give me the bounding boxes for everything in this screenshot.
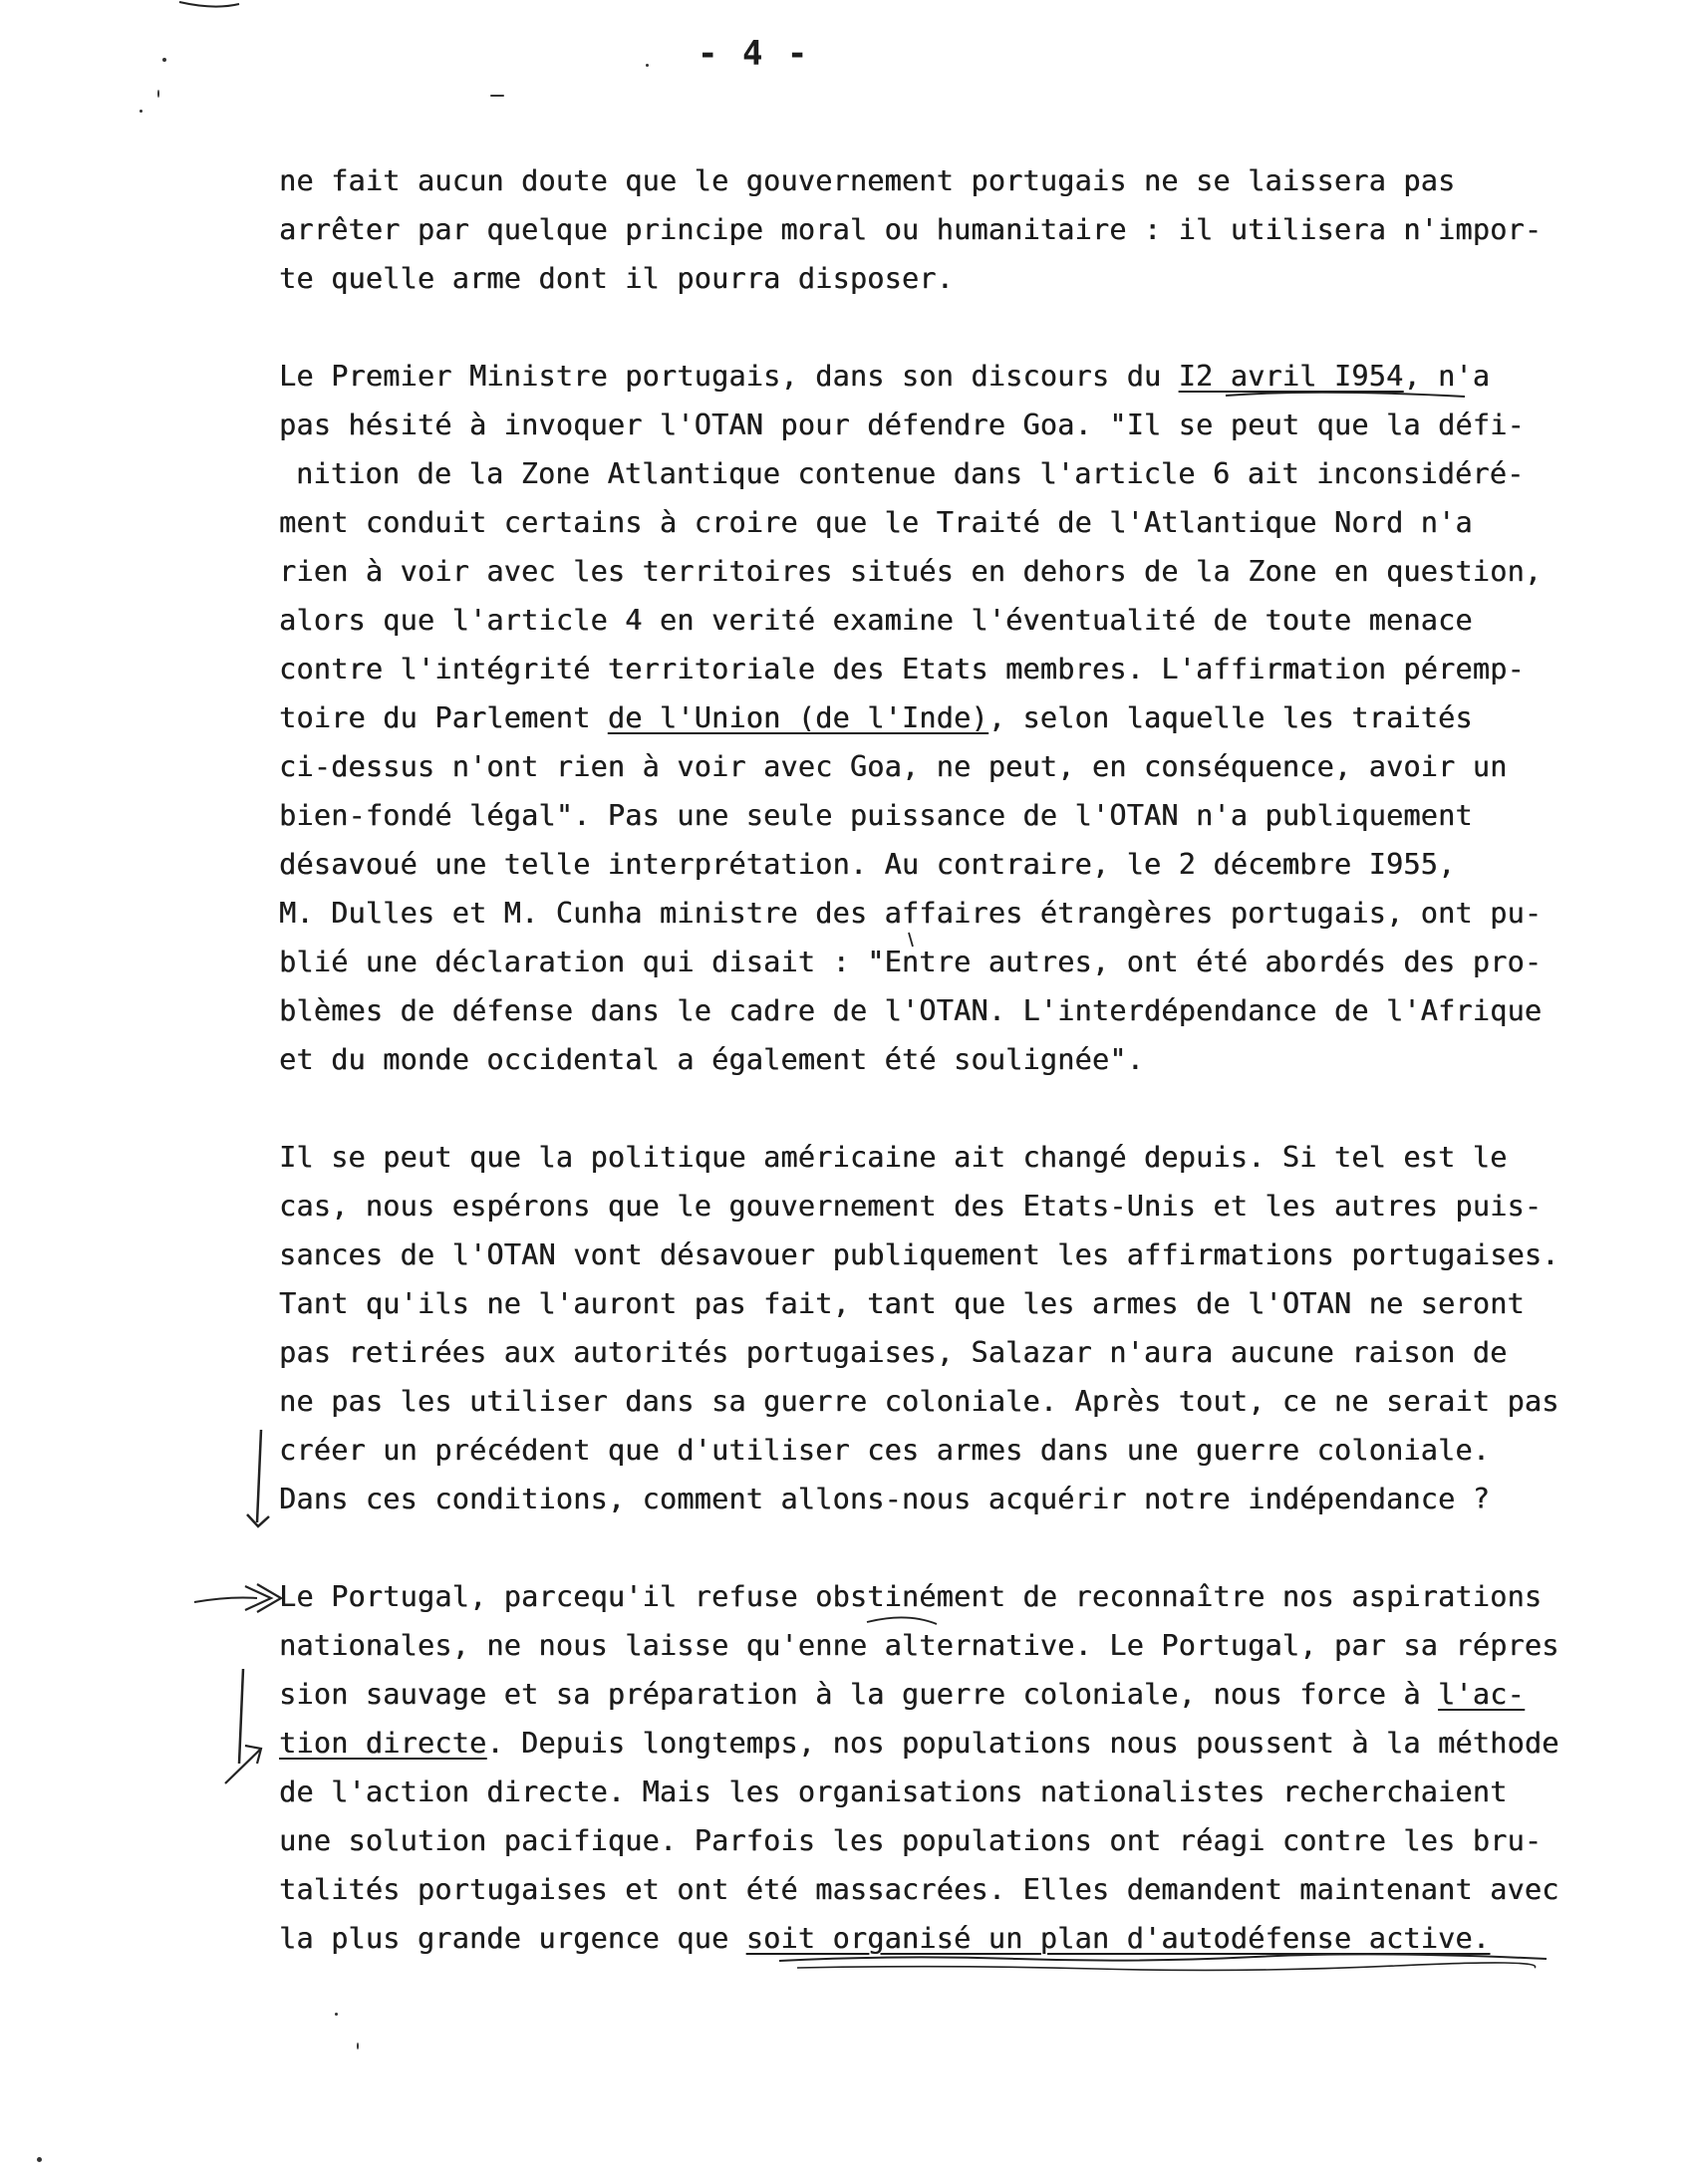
arrow-annotation-icon (194, 1584, 281, 1612)
text-span: toire du Parlement (279, 701, 608, 734)
text-span: la plus grande urgence que (279, 1922, 746, 1955)
text-line: pas hésité à invoquer l'OTAN pour défendre Goa. "Il se peut que la défi- (279, 409, 1525, 441)
text-line (279, 701, 1473, 734)
text-line: ci-dessus n'ont rien à voir avec Goa, ne peut, en conséquence, avoir un (279, 750, 1508, 783)
text-line: une solution pacifique. Parfois les populations ont réagi contre les bru- (279, 1824, 1543, 1857)
corner-mark-icon (179, 2, 239, 7)
text-span: . Depuis longtemps, nos populations nous poussent à la méthode (486, 1727, 1559, 1760)
text-span: sion sauvage et sa préparation à la guerre coloniale, nous force à (279, 1678, 1439, 1711)
wavy-underline-icon (779, 1954, 1547, 1961)
text-line: Dans ces conditions, comment allons-nous acquérir notre indépendance ? (279, 1483, 1491, 1515)
text-line: désavoué une telle interprétation. Au contraire, le 2 décembre I955, (279, 848, 1456, 881)
underlined-phrase: tion directe (279, 1727, 487, 1760)
tick-mark-icon (909, 933, 913, 947)
underlined-phrase: l'ac- (1438, 1678, 1525, 1711)
text-line: bien-fondé légal". Pas une seule puissance de l'OTAN n'a publiquement (279, 799, 1473, 832)
speck-mark (37, 2157, 42, 2162)
underlined-date: I2 avril I954 (1178, 360, 1404, 393)
text-line: Le Portugal, parcequ'il refuse obstinément de reconnaître nos aspirations (279, 1580, 1543, 1613)
underlined-phrase: de l'Union (de l'Inde) (607, 701, 988, 734)
speck-mark (162, 58, 166, 62)
text-line: nationales, ne nous laisse qu'enne alternative. Le Portugal, par sa répres (279, 1629, 1559, 1662)
page-number: - 4 - (698, 34, 810, 74)
text-line: Tant qu'ils ne l'auront pas fait, tant que les armes de l'OTAN ne seront (279, 1287, 1525, 1320)
text-line: blié une déclaration qui disait : "Entre autres, ont été abordés des pro- (279, 946, 1543, 978)
text-line: blèmes de défense dans le cadre de l'OTAN. L'interdépendance de l'Afrique (279, 994, 1543, 1027)
tick-mark-icon (867, 1617, 937, 1624)
text-line: talités portugaises et ont été massacrées. Elles demandent maintenant avec (279, 1873, 1559, 1906)
wavy-underline-icon (1226, 393, 1465, 397)
text-line: nition de la Zone Atlantique contenue dans l'article 6 ait inconsidéré- (296, 457, 1525, 490)
text-line: Il se peut que la politique américaine ait changé depuis. Si tel est le (279, 1141, 1508, 1174)
speck-mark (140, 110, 142, 113)
text-line: contre l'intégrité territoriale des Etats membres. L'affirmation péremp- (279, 653, 1525, 685)
text-line: te quelle arme dont il pourra disposer. (279, 262, 954, 295)
text-line: et du monde occidental a également été soulignée". (279, 1043, 1144, 1076)
text-line (279, 1727, 1559, 1760)
text-line: créer un précédent que d'utiliser ces armes dans une guerre coloniale. (279, 1434, 1491, 1467)
text-span: , n'a (1403, 360, 1491, 393)
text-line: rien à voir avec les territoires situés en dehors de la Zone en question, (279, 555, 1543, 588)
text-line: pas retirées aux autorités portugaises, Salazar n'aura aucune raison de (279, 1336, 1508, 1369)
wavy-underline-icon (797, 1963, 1536, 1971)
bracket-annotation-icon (247, 1430, 269, 1526)
text-line: de l'action directe. Mais les organisations nationalistes recherchaient (279, 1775, 1508, 1808)
speck-mark (157, 90, 159, 98)
text-line (279, 1922, 1491, 1955)
speck-mark (490, 95, 504, 97)
text-line (279, 1678, 1525, 1711)
text-line: ne pas les utiliser dans sa guerre coloniale. Après tout, ce ne serait pas (279, 1385, 1559, 1418)
text-span: , selon laquelle les traités (987, 701, 1473, 734)
text-line: sances de l'OTAN vont désavouer publiquement les affirmations portugaises. (279, 1238, 1559, 1271)
speck-mark (646, 64, 649, 67)
text-line: M. Dulles et M. Cunha ministre des affaires étrangères portugais, ont pu- (279, 897, 1543, 930)
text-line: ment conduit certains à croire que le Traité de l'Atlantique Nord n'a (279, 506, 1473, 539)
text-line: cas, nous espérons que le gouvernement des Etats-Unis et les autres puis- (279, 1190, 1543, 1223)
text-line (279, 360, 1491, 393)
speck-mark (335, 2013, 338, 2016)
speck-mark (357, 2043, 359, 2049)
text-line: arrêter par quelque principe moral ou humanitaire : il utilisera n'impor- (279, 213, 1543, 246)
bracket-annotation-icon (225, 1669, 261, 1783)
text-line: alors que l'article 4 en verité examine l'éventualité de toute menace (279, 604, 1473, 637)
underlined-phrase: soit organisé un plan d'autodéfense active. (745, 1922, 1491, 1955)
text-line: ne fait aucun doute que le gouvernement portugais ne se laissera pas (279, 164, 1456, 197)
text-span: Le Premier Ministre portugais, dans son discours du (279, 360, 1179, 393)
